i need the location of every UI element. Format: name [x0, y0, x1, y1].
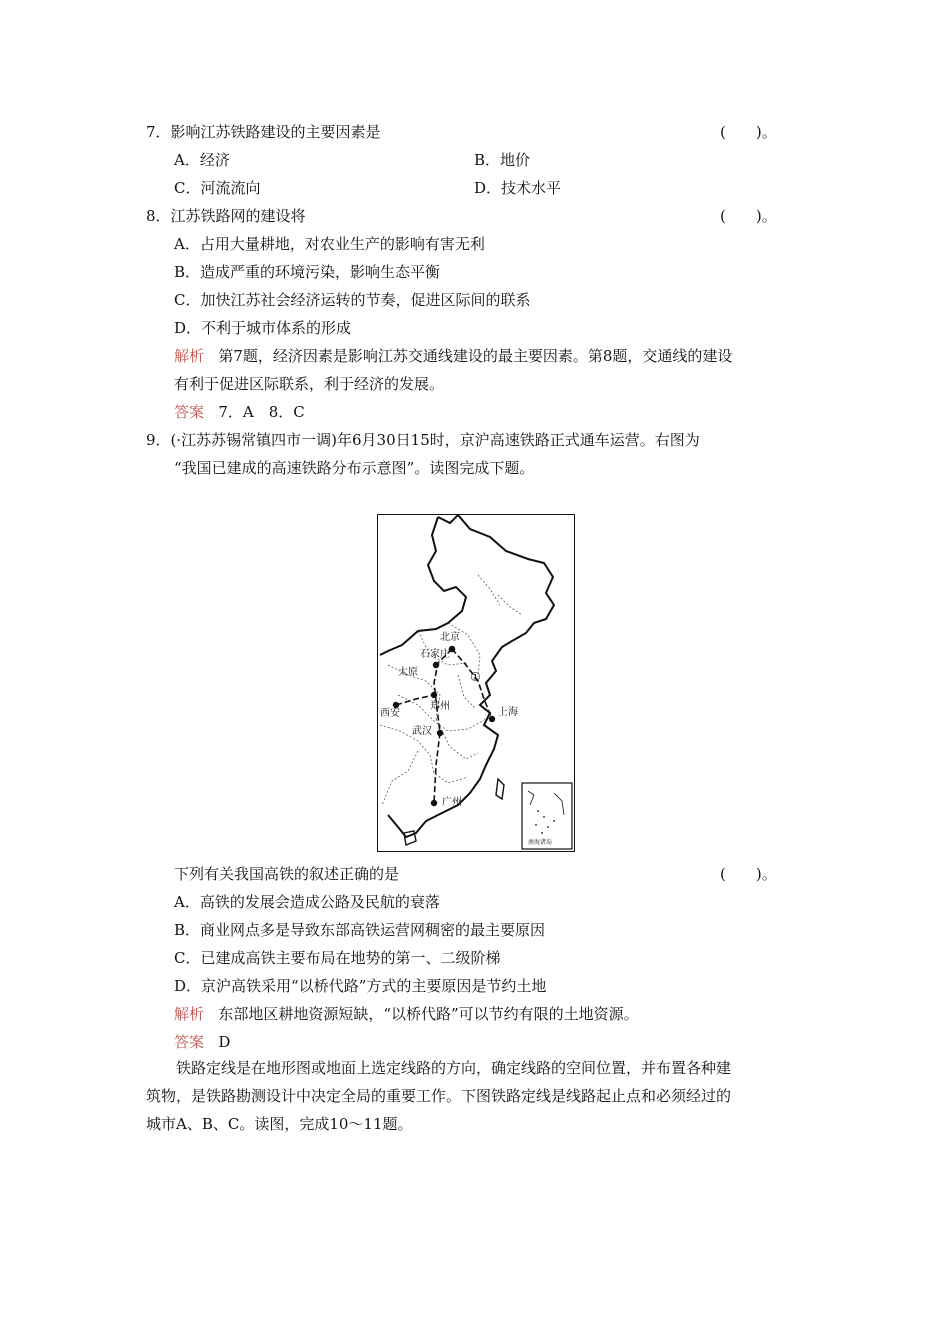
- rail-beijing-guangzhou: [434, 649, 452, 803]
- analysis-2: [174, 1004, 639, 1024]
- city-label-shanghai: 上海: [498, 707, 518, 718]
- q7-option-a: A．经济: [174, 151, 230, 169]
- answer-text: D: [218, 1033, 231, 1051]
- analysis-label: 解析: [174, 1005, 205, 1023]
- q8-option-c: C．加快江苏社会经济运转的节奏，促进区际间的联系: [174, 291, 531, 309]
- q9-question: 下列有关我国高铁的叙述正确的是: [174, 865, 400, 883]
- q7-option-c: C．河流流向: [174, 179, 261, 197]
- city-label-taiyuan: 太原: [398, 667, 418, 678]
- city-label-xian: 西安: [380, 708, 400, 719]
- answer-2: [174, 1032, 230, 1052]
- q8-option-a: A．占用大量耕地，对农业生产的影响有害无利: [174, 235, 485, 253]
- q8-option-d: D．不利于城市体系的形成: [174, 319, 352, 337]
- answer-text: 7．A 8．C: [218, 403, 305, 421]
- q9-stem-line2: “我国已建成的高速铁路分布示意图”。读图完成下题。: [174, 459, 535, 477]
- inset-label: 南海诸岛: [528, 839, 553, 846]
- q7-answer-bracket: ( )。: [720, 123, 777, 141]
- analysis-text: 第7题，经济因素是影响江苏交通线建设的最主要因素。第8题，交通线的建设: [218, 347, 733, 365]
- q8-stem: 8．江苏铁路网的建设将: [146, 207, 306, 225]
- city-label-beijing: 北京: [440, 632, 460, 643]
- marker-shanghai: [489, 716, 495, 722]
- q9-stem-line1: 9．(·江苏苏锡常镇四市一调)年6月30日15时，京沪高速铁路正式通车运营。右图为: [146, 431, 700, 449]
- intro-line1: 铁路定线是在地形图或地面上选定线路的方向，确定线路的空间位置，并布置各种建: [176, 1059, 732, 1077]
- city-label-shijiazhuang: 石家庄: [420, 649, 450, 660]
- q7-option-b: B．地价: [474, 151, 531, 169]
- answer-label: 答案: [174, 1033, 205, 1051]
- city-label-zhengzhou: 郑州: [430, 701, 450, 712]
- q7-option-d: D．技术水平: [474, 179, 562, 197]
- analysis-label: 解析: [174, 347, 205, 365]
- q9-option-a: A．高铁的发展会造成公路及民航的衰落: [174, 893, 440, 911]
- analysis-1-cont: 有利于促进区际联系，利于经济的发展。: [174, 375, 445, 393]
- province-borders: [380, 575, 522, 805]
- marker-guangzhou: [431, 800, 437, 806]
- analysis-1: [174, 346, 732, 366]
- analysis-text: 东部地区耕地资源短缺，“以桥代路”可以节约有限的土地资源。: [218, 1005, 639, 1023]
- q8-answer-bracket: ( )。: [720, 207, 777, 225]
- city-label-guangzhou: 广州: [442, 797, 462, 808]
- city-label-wuhan: 武汉: [412, 726, 432, 737]
- intro-line3: 城市A、B、C。读图，完成10～11题。: [146, 1115, 413, 1133]
- answer-1: [174, 402, 305, 422]
- answer-label: 答案: [174, 403, 205, 421]
- taiwan-island: [496, 779, 504, 799]
- rail-xian-zhengzhou: [396, 695, 434, 705]
- q9-option-d: D．京沪高铁采用“以桥代路”方式的主要原因是节约土地: [174, 977, 547, 995]
- intro-line2: 筑物，是铁路勘测设计中决定全局的重要工作。下图铁路定线是线路起止点和必须经过的: [146, 1087, 732, 1105]
- route-marker-1: ①: [470, 670, 481, 684]
- q9-option-c: C．已建成高铁主要布局在地势的第一、二级阶梯: [174, 949, 501, 967]
- q7-stem: 7．影响江苏铁路建设的主要因素是: [146, 123, 381, 141]
- q9-answer-bracket: ( )。: [720, 865, 777, 883]
- q8-option-b: B．造成严重的环境污染，影响生态平衡: [174, 263, 441, 281]
- marker-zhengzhou: [431, 692, 437, 698]
- marker-wuhan: [437, 730, 443, 736]
- q9-option-b: B．商业网点多是导致东部高铁运营网稠密的最主要原因: [174, 921, 546, 939]
- high-speed-rail-map: [377, 514, 575, 852]
- marker-shijiazhuang: [433, 662, 439, 668]
